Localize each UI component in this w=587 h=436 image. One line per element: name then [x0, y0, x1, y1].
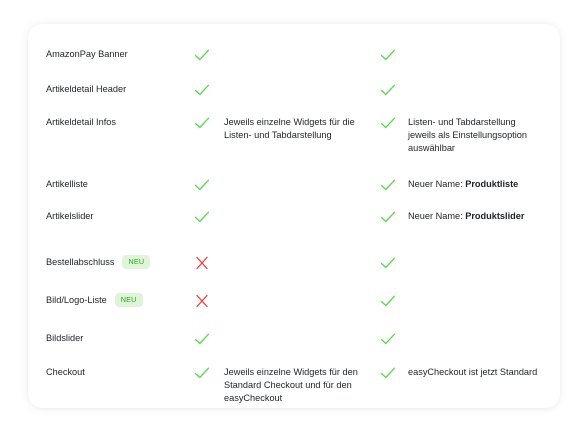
note-line: Listen- und Tabdarstellung: [224, 130, 332, 140]
feature-name: [46, 48, 128, 61]
feature-label: Artikelslider: [46, 211, 94, 221]
check-icon: [194, 83, 210, 97]
note-line: [408, 178, 518, 191]
check-icon: [380, 48, 396, 62]
new-badge: NEU: [122, 255, 150, 269]
note-line: Listen- und Tabdarstellung: [408, 117, 516, 127]
feature-name: [46, 178, 88, 191]
check-icon: [380, 366, 396, 380]
feature-name: [46, 255, 150, 269]
cross-icon: [194, 294, 210, 308]
check-icon: [194, 178, 210, 192]
note-line: Standard Checkout und für den: [224, 380, 352, 390]
note-line: auswählbar: [408, 143, 455, 153]
feature-label: Artikeldetail Header: [46, 84, 127, 94]
feature-name: [46, 210, 93, 223]
feature-name: [46, 332, 83, 345]
feature-label: Bildslider: [46, 333, 84, 343]
note-line: [408, 210, 524, 223]
col2-note: [408, 366, 537, 379]
note-prefix: Neuer Name:: [408, 179, 466, 189]
note-line: jeweils als Einstellungsoption: [408, 130, 527, 140]
feature-label: AmazonPay Banner: [46, 49, 128, 59]
note-prefix: Neuer Name:: [408, 211, 466, 221]
check-icon: [380, 256, 396, 270]
feature-label: Artikeldetail Infos: [46, 117, 116, 127]
check-icon: [380, 83, 396, 97]
new-name: Produktslider: [465, 211, 525, 221]
check-icon: [380, 210, 396, 224]
feature-label: Bild/Logo-Liste: [46, 294, 107, 305]
col2-note: [408, 178, 518, 191]
check-icon: [380, 178, 396, 192]
feature-name: [46, 293, 143, 307]
check-icon: [380, 294, 396, 308]
new-name: Produktliste: [465, 179, 519, 189]
feature-label: Bestellabschluss: [46, 256, 115, 267]
check-icon: [194, 48, 210, 62]
feature-comparison-card: [28, 24, 560, 408]
feature-name: [46, 83, 126, 96]
feature-name: [46, 116, 116, 129]
check-icon: [194, 332, 210, 346]
check-icon: [380, 332, 396, 346]
note-line: easyCheckout ist jetzt Standard: [408, 367, 538, 377]
check-icon: [194, 116, 210, 130]
note-line: easyCheckout: [224, 393, 283, 403]
col2-note: [408, 210, 524, 223]
cross-icon: [194, 256, 210, 270]
col1-note: [224, 366, 358, 405]
check-icon: [194, 366, 210, 380]
feature-label: Checkout: [46, 367, 85, 377]
feature-name: [46, 366, 85, 379]
feature-label: Artikelliste: [46, 179, 88, 189]
note-line: Jeweils einzelne Widgets für den: [224, 367, 358, 377]
note-line: Jeweils einzelne Widgets für die: [224, 117, 355, 127]
check-icon: [380, 116, 396, 130]
new-badge: NEU: [115, 293, 143, 307]
check-icon: [194, 210, 210, 224]
col2-note: [408, 116, 527, 155]
col1-note: [224, 116, 355, 142]
